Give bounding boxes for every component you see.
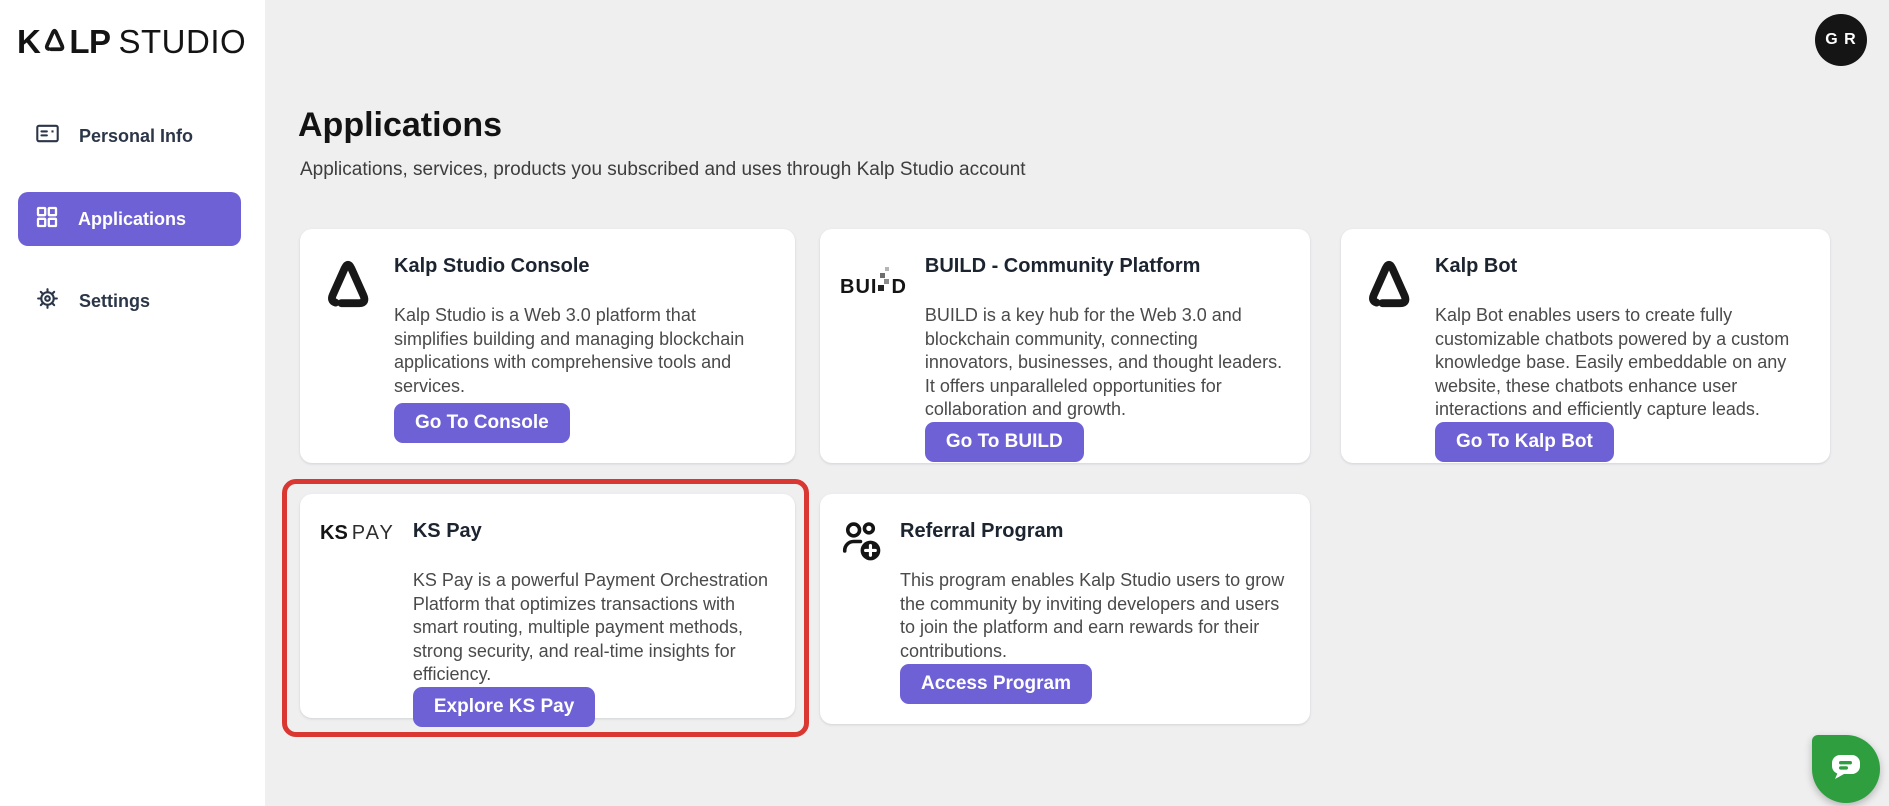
build-logo: BUI D <box>820 229 925 463</box>
card-build-community-platform <box>820 229 1310 463</box>
sidebar <box>0 0 265 806</box>
user-avatar[interactable] <box>1815 14 1867 66</box>
card-ks-pay <box>300 494 795 718</box>
grid-icon <box>35 205 59 234</box>
sidebar-item-applications[interactable] <box>18 192 241 246</box>
card-title: Referral Program <box>900 520 1064 542</box>
go-to-kalp-bot-button[interactable]: Go To Kalp Bot <box>1435 422 1614 462</box>
sidebar-item-label: Personal Info <box>79 125 194 146</box>
kspay-logo: KS PAY <box>320 522 395 544</box>
referral-users-plus-icon <box>820 494 900 724</box>
go-to-console-button[interactable]: Go To Console <box>394 403 570 443</box>
card-referral-program <box>820 494 1310 724</box>
kalp-logo-icon <box>1341 229 1435 463</box>
sidebar-item-personal-info[interactable] <box>18 109 241 163</box>
card-description: KS Pay is a powerful Payment Orchestration Platform that optimizes transactions with smart routing, multiple payment methods, strong security, and real-time insights for efficiency. <box>412 570 769 685</box>
page-subtitle: Applications, services, products you subscribed and uses through Kalp Studio account <box>300 159 1026 180</box>
card-description: BUILD is a key hub for the Web 3.0 and blockchain community, connecting innovators, businesses, and thought leaders. It offers unparalleled opportunities for collaboration and growth. <box>924 305 1283 420</box>
explore-ks-pay-button[interactable]: Explore KS Pay <box>413 687 595 727</box>
card-title: Kalp Bot <box>1435 255 1518 277</box>
card-description: Kalp Studio is a Web 3.0 platform that simplifies building and managing blockchain applications with comprehensive tools and services. <box>394 305 745 396</box>
logo-text-studio: STUDIO <box>118 23 247 60</box>
build-pixel-l-icon <box>877 263 891 299</box>
gear-icon <box>35 286 60 316</box>
card-title: Kalp Studio Console <box>394 255 590 277</box>
kalp-logo-icon <box>300 229 394 463</box>
sidebar-item-settings[interactable] <box>18 274 241 328</box>
logo-text-lp: LP <box>69 23 111 60</box>
card-kalp-studio-console <box>300 229 795 463</box>
go-to-build-button[interactable]: Go To BUILD <box>925 422 1084 462</box>
page-title: Applications <box>298 106 503 144</box>
chat-bubble-icon <box>1828 750 1864 789</box>
id-card-icon <box>35 121 60 151</box>
avatar-initials: G R <box>1825 31 1857 48</box>
chat-widget-button[interactable] <box>1812 735 1880 803</box>
kalp-studio-logo <box>17 22 246 62</box>
sidebar-item-label: Settings <box>79 290 151 311</box>
card-kalp-bot <box>1341 229 1830 463</box>
card-title: KS Pay <box>412 520 482 542</box>
sidebar-item-label: Applications <box>78 208 187 229</box>
logo-text-k: K <box>17 23 41 60</box>
card-description: Kalp Bot enables users to create fully customizable chatbots powered by a custom knowledge base. Easily embeddable on any website, these chatbots enhance user interactions and efficiently capture leads. <box>1435 305 1790 420</box>
card-title: BUILD - Community Platform <box>924 255 1201 277</box>
kalp-triangle-icon <box>40 23 69 61</box>
access-program-button[interactable]: Access Program <box>900 664 1092 704</box>
card-description: This program enables Kalp Studio users to grow the community by inviting developers and users to join the platform and earn rewards for their contributions. <box>900 570 1285 661</box>
